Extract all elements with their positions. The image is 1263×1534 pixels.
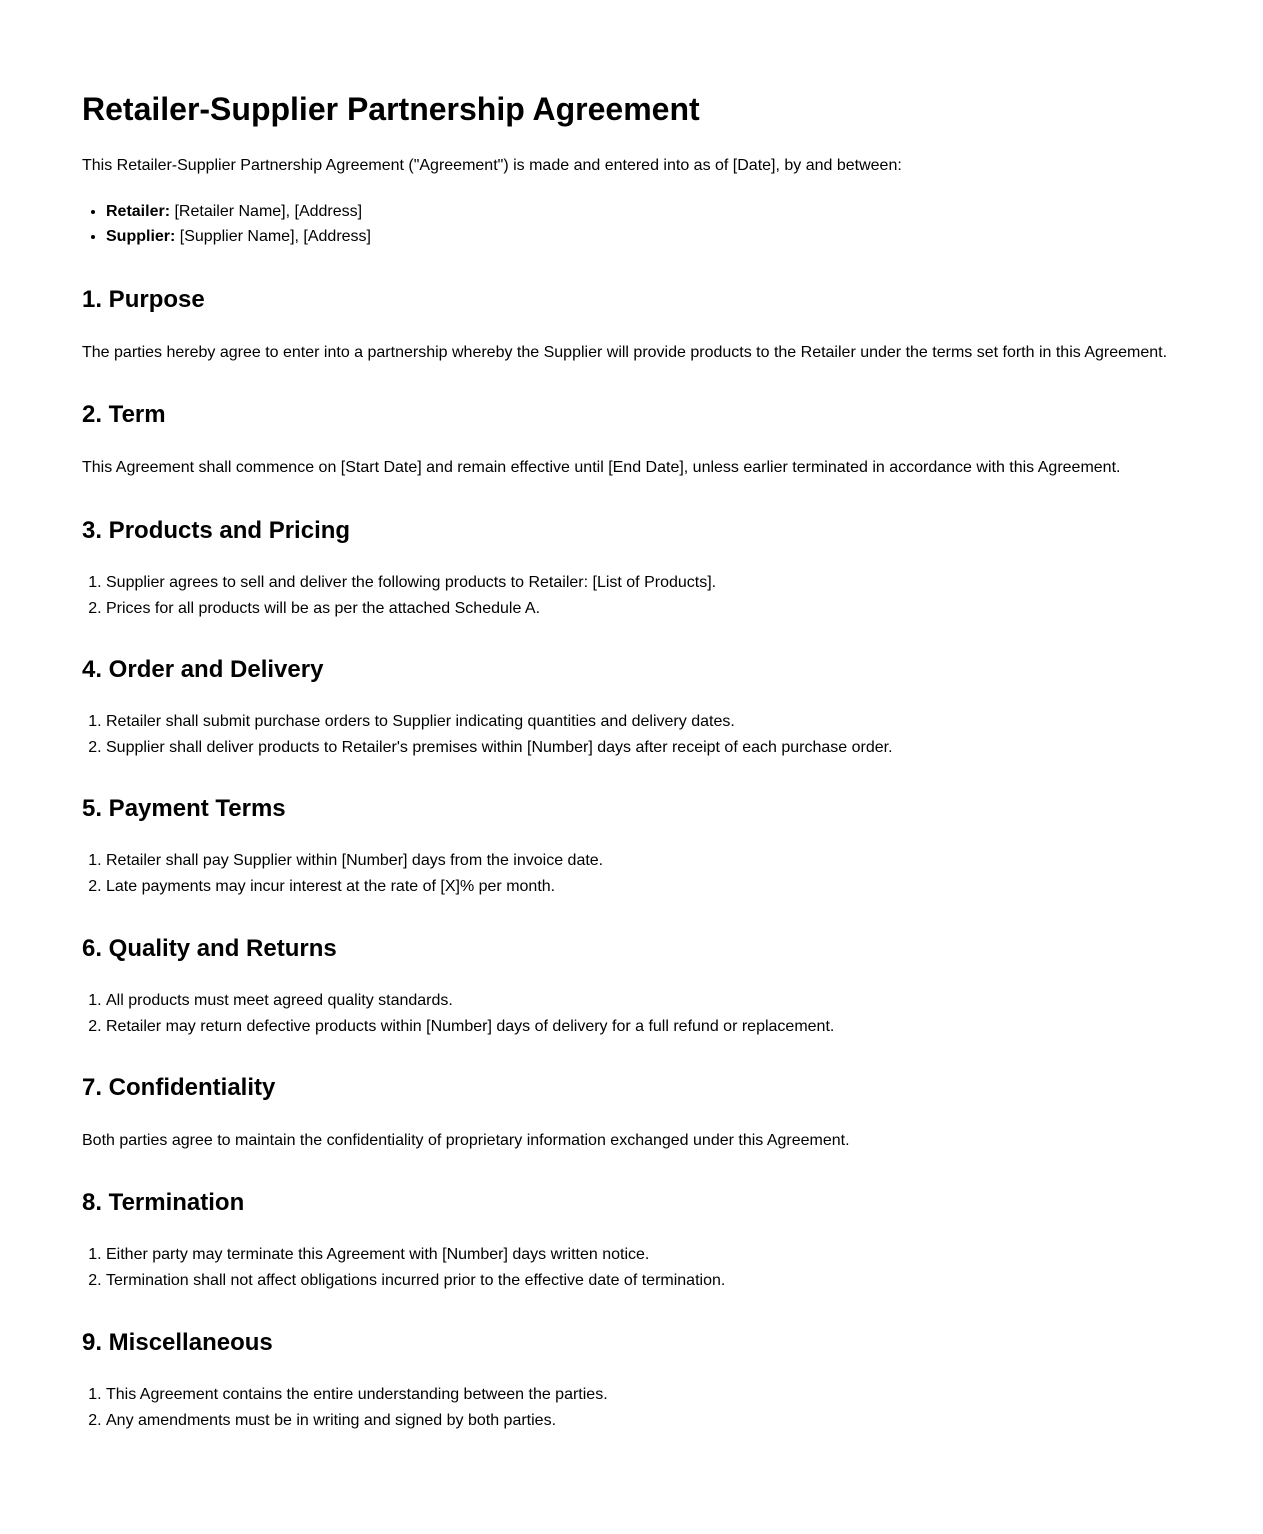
section-order-delivery <box>82 656 1181 761</box>
list-item: 2. Late payments may incur interest at the rate of [X]% per month. <box>106 874 1181 900</box>
section-heading: 9. Miscellaneous <box>82 1329 273 1356</box>
section-heading: 1. Purpose <box>82 286 205 313</box>
section-list <box>82 570 1181 622</box>
party-value: [Retailer Name], [Address] <box>170 203 363 220</box>
section-heading: 3. Products and Pricing <box>82 517 351 544</box>
party-value: [Supplier Name], [Address] <box>175 228 371 245</box>
list-item: 2. Retailer may return defective products within [Number] days of delivery for a full refund or replacement. <box>106 1014 1181 1040</box>
list-item: 1. This Agreement contains the entire understanding between the parties. <box>106 1382 1181 1408</box>
section-purpose <box>82 286 1181 364</box>
list-item: 2. Prices for all products will be as per the attached Schedule A. <box>106 596 1181 622</box>
section-miscellaneous <box>82 1329 1181 1434</box>
section-quality-returns <box>82 935 1181 1040</box>
section-heading: 4. Order and Delivery <box>82 656 324 683</box>
section-heading: 7. Confidentiality <box>82 1074 276 1101</box>
party-label: Supplier: <box>106 228 176 245</box>
section-payment-terms <box>82 795 1181 900</box>
list-item: 1. Either party may terminate this Agreement with [Number] days written notice. <box>106 1242 1181 1268</box>
section-heading: 2. Term <box>82 401 166 428</box>
section-list <box>82 848 1181 900</box>
parties-list <box>82 199 1181 249</box>
party-label: Retailer: <box>106 203 171 220</box>
section-heading: 8. Termination <box>82 1189 245 1216</box>
section-confidentiality <box>82 1074 1181 1152</box>
section-list <box>82 709 1181 761</box>
section-list <box>82 988 1181 1040</box>
section-termination <box>82 1189 1181 1294</box>
section-list <box>82 1382 1181 1434</box>
party-retailer <box>106 199 1181 224</box>
section-heading: 6. Quality and Returns <box>82 935 337 962</box>
section-text: Both parties agree to maintain the confidentiality of proprietary information exchanged under this Agreement. <box>82 1132 850 1149</box>
list-item: 2. Termination shall not affect obligations incurred prior to the effective date of termination. <box>106 1268 1181 1294</box>
list-item: 1. Supplier agrees to sell and deliver the following products to Retailer: [List of Products]. <box>106 570 1181 596</box>
document-title: Retailer-Supplier Partnership Agreement <box>82 91 700 127</box>
section-heading: 5. Payment Terms <box>82 795 286 822</box>
section-text: The parties hereby agree to enter into a partnership whereby the Supplier will provide products to the Retailer under the terms set forth in this Agreement. <box>82 344 1168 361</box>
section-term <box>82 401 1181 479</box>
intro-paragraph: This Retailer-Supplier Partnership Agreement ("Agreement") is made and entered into as of [Date], by and between: <box>82 157 902 174</box>
list-item: 2. Any amendments must be in writing and signed by both parties. <box>106 1408 1181 1434</box>
list-item: 2. Supplier shall deliver products to Retailer's premises within [Number] days after receipt of each purchase order. <box>106 735 1181 761</box>
list-item: 1. All products must meet agreed quality standards. <box>106 988 1181 1014</box>
section-products-pricing <box>82 517 1181 622</box>
party-supplier <box>106 224 1181 249</box>
list-item: 1. Retailer shall submit purchase orders to Supplier indicating quantities and delivery dates. <box>106 709 1181 735</box>
list-item: 1. Retailer shall pay Supplier within [Number] days from the invoice date. <box>106 848 1181 874</box>
section-text: This Agreement shall commence on [Start Date] and remain effective until [End Date], unless earlier terminated in accordance with this Agreement. <box>82 459 1121 476</box>
section-list <box>82 1242 1181 1294</box>
